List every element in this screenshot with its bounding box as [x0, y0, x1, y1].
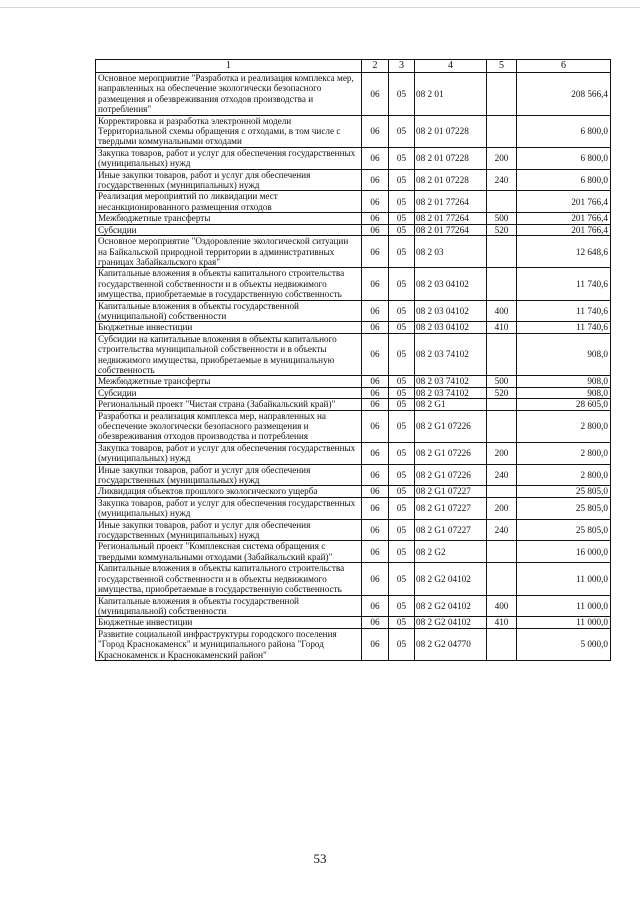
- amount-cell: 11 740,6: [517, 268, 611, 300]
- item-name-cell: Иные закупки товаров, работ и услуг для обеспечения государственных (муниципальных) нужд: [96, 169, 362, 191]
- target-article-cell: 08 2 03 74102: [415, 376, 487, 387]
- expense-type-cell: [487, 410, 517, 442]
- table-row: [96, 73, 611, 116]
- expense-type-cell: [487, 115, 517, 147]
- table-row: [96, 519, 611, 541]
- subsection-code-cell: 05: [389, 213, 415, 224]
- section-code-cell: 06: [362, 147, 389, 169]
- section-code-cell: 06: [362, 617, 389, 628]
- table-row: [96, 541, 611, 563]
- amount-cell: 201 766,4: [517, 224, 611, 235]
- table-row: [96, 563, 611, 595]
- amount-cell: 28 605,0: [517, 399, 611, 410]
- target-article-cell: 08 2 03 04102: [415, 322, 487, 333]
- table-row: [96, 376, 611, 387]
- section-code-cell: 06: [362, 213, 389, 224]
- subsection-code-cell: 05: [389, 410, 415, 442]
- subsection-code-cell: 05: [389, 322, 415, 333]
- section-code-cell: 06: [362, 519, 389, 541]
- table-row: [96, 333, 611, 376]
- section-code-cell: 06: [362, 628, 389, 660]
- table-row: [96, 628, 611, 660]
- column-header: 4: [415, 60, 487, 73]
- expense-type-cell: [487, 236, 517, 268]
- table-row: [96, 236, 611, 268]
- subsection-code-cell: 05: [389, 617, 415, 628]
- expense-type-cell: 200: [487, 497, 517, 519]
- amount-cell: 208 566,4: [517, 73, 611, 116]
- section-code-cell: 06: [362, 486, 389, 497]
- table-row: [96, 213, 611, 224]
- item-name-cell: Закупка товаров, работ и услуг для обеспечения государственных (муниципальных) нужд: [96, 147, 362, 169]
- target-article-cell: 08 2 G2 04102: [415, 563, 487, 595]
- section-code-cell: 06: [362, 268, 389, 300]
- column-header: 5: [487, 60, 517, 73]
- subsection-code-cell: 05: [389, 387, 415, 398]
- section-code-cell: 06: [362, 563, 389, 595]
- target-article-cell: 08 2 03 04102: [415, 268, 487, 300]
- target-article-cell: 08 2 03: [415, 236, 487, 268]
- amount-cell: 25 805,0: [517, 519, 611, 541]
- expense-type-cell: [487, 486, 517, 497]
- subsection-code-cell: 05: [389, 268, 415, 300]
- table-row: [96, 399, 611, 410]
- item-name-cell: Региональный проект "Чистая страна (Забайкальский край)": [96, 399, 362, 410]
- section-code-cell: 06: [362, 73, 389, 116]
- item-name-cell: Капитальные вложения в объекты государственной (муниципальной) собственности: [96, 300, 362, 322]
- subsection-code-cell: 05: [389, 563, 415, 595]
- column-header: 3: [389, 60, 415, 73]
- amount-cell: 11 000,0: [517, 617, 611, 628]
- amount-cell: 2 800,0: [517, 442, 611, 464]
- amount-cell: 6 800,0: [517, 115, 611, 147]
- table-row: [96, 268, 611, 300]
- item-name-cell: Субсидии: [96, 224, 362, 235]
- item-name-cell: Межбюджетные трансферты: [96, 376, 362, 387]
- target-article-cell: 08 2 01 77264: [415, 191, 487, 213]
- subsection-code-cell: 05: [389, 519, 415, 541]
- subsection-code-cell: 05: [389, 300, 415, 322]
- subsection-code-cell: 05: [389, 73, 415, 116]
- section-code-cell: 06: [362, 497, 389, 519]
- item-name-cell: Корректировка и разработка электронной модели Территориальной схемы обращения с отходами, в том числе с твердыми коммунальными отходами: [96, 115, 362, 147]
- column-header: 6: [517, 60, 611, 73]
- amount-cell: 908,0: [517, 333, 611, 376]
- table-row: [96, 442, 611, 464]
- budget-table: [95, 59, 611, 661]
- section-code-cell: 06: [362, 333, 389, 376]
- subsection-code-cell: 05: [389, 224, 415, 235]
- target-article-cell: 08 2 G2 04102: [415, 617, 487, 628]
- amount-cell: 2 800,0: [517, 464, 611, 486]
- section-code-cell: 06: [362, 236, 389, 268]
- section-code-cell: 06: [362, 410, 389, 442]
- expense-type-cell: 240: [487, 169, 517, 191]
- expense-type-cell: [487, 191, 517, 213]
- item-name-cell: Развитие социальной инфраструктуры городского поселения "Город Краснокаменск" и муниципального района "Город Краснокаменск и Краснокаменский район": [96, 628, 362, 660]
- table-row: [96, 410, 611, 442]
- section-code-cell: 06: [362, 224, 389, 235]
- section-code-cell: 06: [362, 442, 389, 464]
- expense-type-cell: 200: [487, 147, 517, 169]
- target-article-cell: 08 2 01 07228: [415, 169, 487, 191]
- table-row: [96, 497, 611, 519]
- table-row: [96, 147, 611, 169]
- expense-type-cell: [487, 628, 517, 660]
- item-name-cell: Закупка товаров, работ и услуг для обеспечения государственных (муниципальных) нужд: [96, 497, 362, 519]
- column-header: 2: [362, 60, 389, 73]
- expense-type-cell: 410: [487, 617, 517, 628]
- expense-type-cell: 400: [487, 595, 517, 617]
- subsection-code-cell: 05: [389, 464, 415, 486]
- section-code-cell: 06: [362, 376, 389, 387]
- table-header-row: [96, 60, 611, 73]
- target-article-cell: 08 2 01 77264: [415, 224, 487, 235]
- expense-type-cell: 500: [487, 376, 517, 387]
- subsection-code-cell: 05: [389, 115, 415, 147]
- table-row: [96, 387, 611, 398]
- amount-cell: 25 805,0: [517, 497, 611, 519]
- subsection-code-cell: 05: [389, 497, 415, 519]
- table-row: [96, 300, 611, 322]
- expense-type-cell: 520: [487, 387, 517, 398]
- item-name-cell: Субсидии: [96, 387, 362, 398]
- section-code-cell: 06: [362, 464, 389, 486]
- target-article-cell: 08 2 G1: [415, 399, 487, 410]
- target-article-cell: 08 2 03 74102: [415, 387, 487, 398]
- subsection-code-cell: 05: [389, 486, 415, 497]
- item-name-cell: Основное мероприятие "Разработка и реализация комплекса мер, направленных на обеспечение экологически безопасного размещения и обезвреживания отходов производства и потребления": [96, 73, 362, 116]
- section-code-cell: 06: [362, 115, 389, 147]
- target-article-cell: 08 2 01 07228: [415, 147, 487, 169]
- target-article-cell: 08 2 G2: [415, 541, 487, 563]
- amount-cell: 2 800,0: [517, 410, 611, 442]
- amount-cell: 6 800,0: [517, 169, 611, 191]
- target-article-cell: 08 2 G2 04770: [415, 628, 487, 660]
- amount-cell: 5 000,0: [517, 628, 611, 660]
- target-article-cell: 08 2 G1 07227: [415, 486, 487, 497]
- table-row: [96, 169, 611, 191]
- target-article-cell: 08 2 G1 07226: [415, 464, 487, 486]
- item-name-cell: Капитальные вложения в объекты капитального строительства государственной собственности и в объекты недвижимого имущества, приобретаемые в государственную собственность: [96, 563, 362, 595]
- table-row: [96, 115, 611, 147]
- section-code-cell: 06: [362, 387, 389, 398]
- item-name-cell: Капитальные вложения в объекты капитального строительства государственной собственности и в объекты недвижимого имущества, приобретаемые в государственную собственность: [96, 268, 362, 300]
- section-code-cell: 06: [362, 595, 389, 617]
- section-code-cell: 06: [362, 322, 389, 333]
- subsection-code-cell: 05: [389, 442, 415, 464]
- amount-cell: 11 000,0: [517, 595, 611, 617]
- expense-type-cell: [487, 268, 517, 300]
- table-row: [96, 224, 611, 235]
- item-name-cell: Капитальные вложения в объекты государственной (муниципальной) собственности: [96, 595, 362, 617]
- amount-cell: 908,0: [517, 387, 611, 398]
- target-article-cell: 08 2 01 07228: [415, 115, 487, 147]
- amount-cell: 12 648,6: [517, 236, 611, 268]
- subsection-code-cell: 05: [389, 169, 415, 191]
- page-top-border: [0, 7, 640, 8]
- item-name-cell: Бюджетные инвестиции: [96, 322, 362, 333]
- table-row: [96, 486, 611, 497]
- expense-type-cell: 410: [487, 322, 517, 333]
- subsection-code-cell: 05: [389, 628, 415, 660]
- column-header: 1: [96, 60, 362, 73]
- expense-type-cell: [487, 333, 517, 376]
- target-article-cell: 08 2 03 74102: [415, 333, 487, 376]
- amount-cell: 908,0: [517, 376, 611, 387]
- amount-cell: 201 766,4: [517, 213, 611, 224]
- page-number: 53: [313, 851, 327, 866]
- item-name-cell: Субсидии на капитальные вложения в объекты капитального строительства муниципальной собственности и в объекты недвижимого имущества, приобретаемые в муниципальную собственность: [96, 333, 362, 376]
- section-code-cell: 06: [362, 169, 389, 191]
- subsection-code-cell: 05: [389, 376, 415, 387]
- target-article-cell: 08 2 G1 07227: [415, 497, 487, 519]
- expense-type-cell: 500: [487, 213, 517, 224]
- target-article-cell: 08 2 G2 04102: [415, 595, 487, 617]
- expense-type-cell: [487, 399, 517, 410]
- amount-cell: 6 800,0: [517, 147, 611, 169]
- amount-cell: 11 000,0: [517, 563, 611, 595]
- item-name-cell: Разработка и реализация комплекса мер, направленных на обеспечение экологически безопасного размещения и обезвреживания отходов производства и потребления: [96, 410, 362, 442]
- subsection-code-cell: 05: [389, 541, 415, 563]
- amount-cell: 16 000,0: [517, 541, 611, 563]
- expense-type-cell: 240: [487, 519, 517, 541]
- table-row: [96, 617, 611, 628]
- table-row: [96, 322, 611, 333]
- item-name-cell: Бюджетные инвестиции: [96, 617, 362, 628]
- subsection-code-cell: 05: [389, 236, 415, 268]
- item-name-cell: Ликвидация объектов прошлого экологического ущерба: [96, 486, 362, 497]
- item-name-cell: Основное мероприятие "Оздоровление экологической ситуации на Байкальской природной территории в административных границах Забайкальского края": [96, 236, 362, 268]
- expense-type-cell: 520: [487, 224, 517, 235]
- target-article-cell: 08 2 03 04102: [415, 300, 487, 322]
- expense-type-cell: [487, 563, 517, 595]
- expense-type-cell: 240: [487, 464, 517, 486]
- item-name-cell: Реализация мероприятий по ликвидации мест несанкционированного размещения отходов: [96, 191, 362, 213]
- item-name-cell: Закупка товаров, работ и услуг для обеспечения государственных (муниципальных) нужд: [96, 442, 362, 464]
- item-name-cell: Иные закупки товаров, работ и услуг для обеспечения государственных (муниципальных) нужд: [96, 519, 362, 541]
- section-code-cell: 06: [362, 399, 389, 410]
- table-row: [96, 595, 611, 617]
- table-row: [96, 191, 611, 213]
- amount-cell: 25 805,0: [517, 486, 611, 497]
- amount-cell: 11 740,6: [517, 300, 611, 322]
- subsection-code-cell: 05: [389, 595, 415, 617]
- expense-type-cell: 200: [487, 442, 517, 464]
- target-article-cell: 08 2 G1 07226: [415, 442, 487, 464]
- subsection-code-cell: 05: [389, 399, 415, 410]
- expense-type-cell: [487, 73, 517, 116]
- item-name-cell: Межбюджетные трансферты: [96, 213, 362, 224]
- section-code-cell: 06: [362, 300, 389, 322]
- target-article-cell: 08 2 G1 07227: [415, 519, 487, 541]
- amount-cell: 11 740,6: [517, 322, 611, 333]
- subsection-code-cell: 05: [389, 147, 415, 169]
- target-article-cell: 08 2 01: [415, 73, 487, 116]
- expense-type-cell: 400: [487, 300, 517, 322]
- target-article-cell: 08 2 01 77264: [415, 213, 487, 224]
- expense-type-cell: [487, 541, 517, 563]
- amount-cell: 201 766,4: [517, 191, 611, 213]
- subsection-code-cell: 05: [389, 333, 415, 376]
- item-name-cell: Иные закупки товаров, работ и услуг для обеспечения государственных (муниципальных) нужд: [96, 464, 362, 486]
- section-code-cell: 06: [362, 541, 389, 563]
- subsection-code-cell: 05: [389, 191, 415, 213]
- section-code-cell: 06: [362, 191, 389, 213]
- table-row: [96, 464, 611, 486]
- target-article-cell: 08 2 G1 07226: [415, 410, 487, 442]
- item-name-cell: Региональный проект "Комплексная система обращения с твердыми коммунальными отходами (Забайкальский край)": [96, 541, 362, 563]
